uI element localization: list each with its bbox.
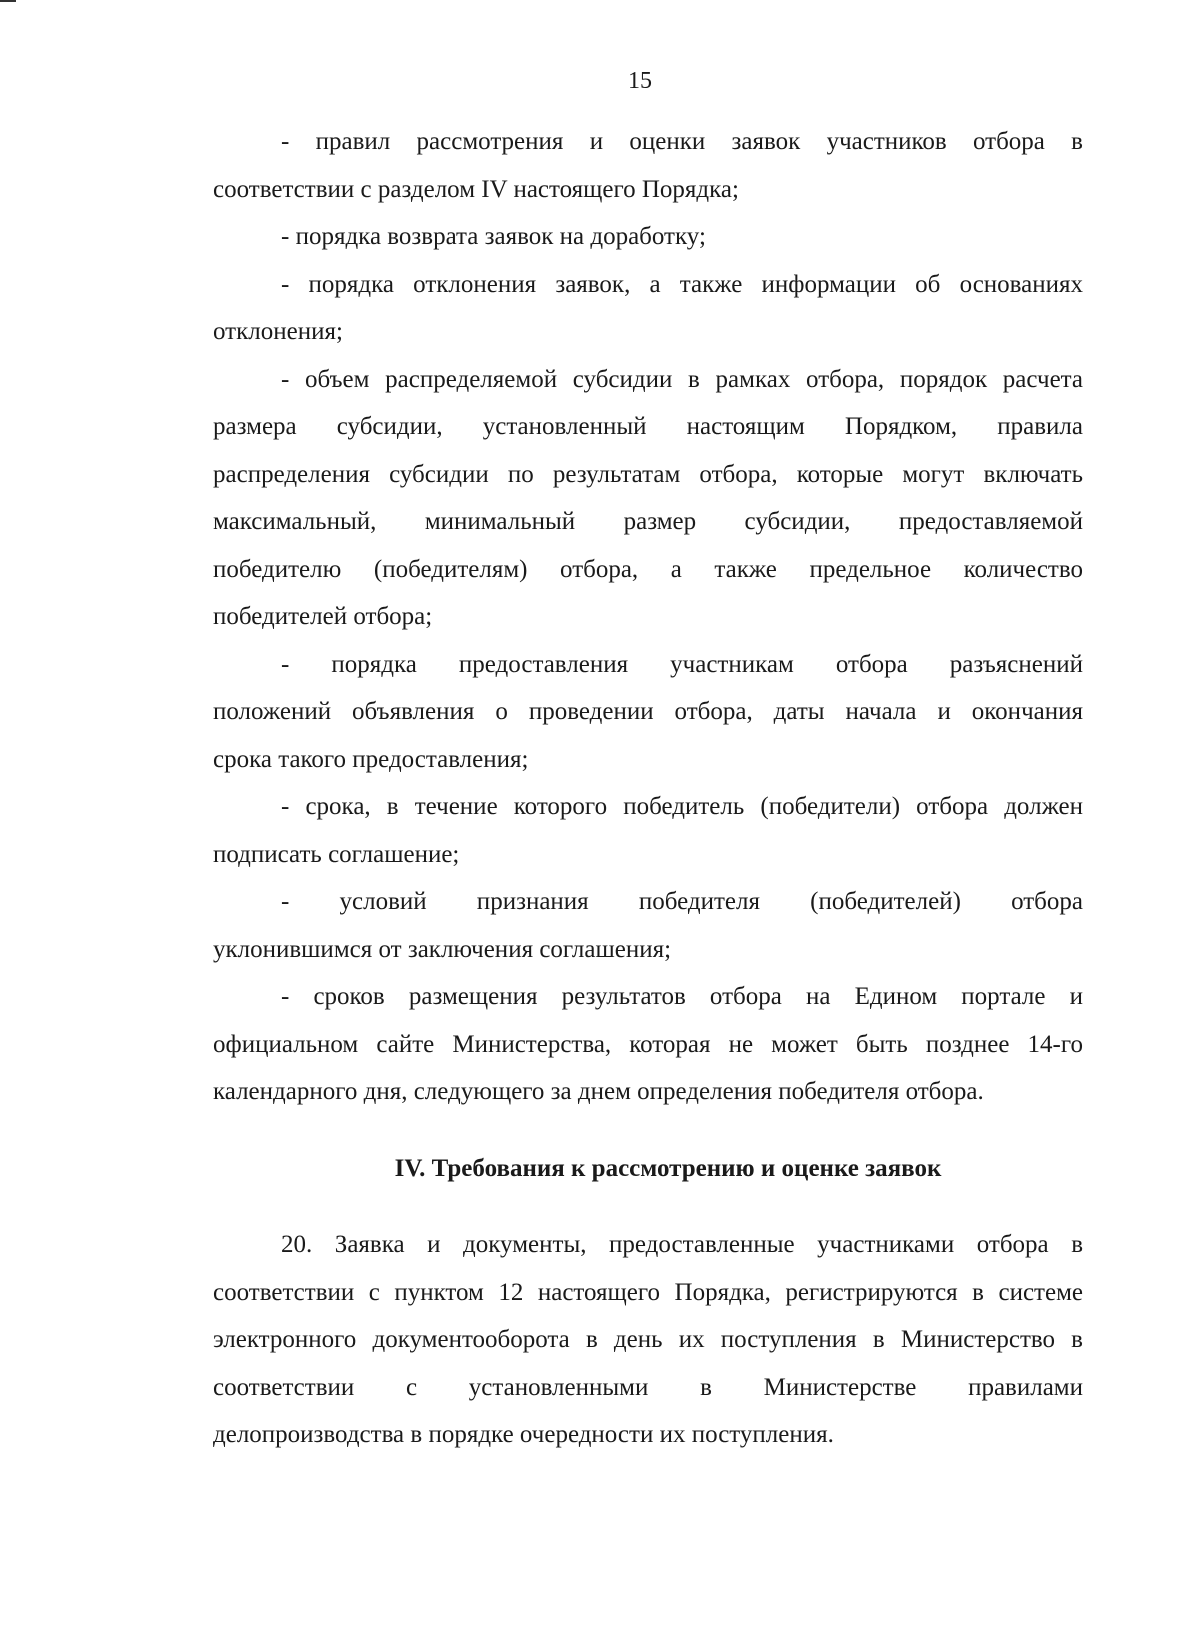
text-line: соответствии с установленными в Министерстве правилами <box>213 1373 1083 1401</box>
page-number: 15 <box>628 68 652 94</box>
paragraph <box>213 356 1083 641</box>
text-line: - порядка предоставления участникам отбора разъяснений <box>281 650 1083 678</box>
text-line: подписать соглашение; <box>213 840 460 868</box>
paragraph <box>213 213 1083 261</box>
text-line: максимальный, минимальный размер субсидии, предоставляемой <box>213 508 1083 535</box>
text-line: официальном сайте Министерства, которая не может быть позднее 14-го <box>213 1030 1083 1058</box>
text-line: размера субсидии, установленный настоящим Порядком, правила <box>213 413 1083 440</box>
scan-corner-mark <box>0 0 16 2</box>
section-paragraphs <box>213 1221 1083 1459</box>
body-paragraphs <box>213 118 1083 1116</box>
text-line: - условий признания победителя (победителей) отбора <box>281 888 1083 915</box>
text-line: соответствии с разделом IV настоящего Порядка; <box>213 175 739 203</box>
text-line: срока такого предоставления; <box>213 745 529 773</box>
text-line: - порядка возврата заявок на доработку; <box>281 223 706 250</box>
text-line: победителю (победителям) отбора, а также предельное количество <box>213 555 1083 583</box>
paragraph <box>213 973 1083 1116</box>
text-line: победителей отбора; <box>213 603 433 630</box>
paragraph <box>213 261 1083 356</box>
text-line: - правил рассмотрения и оценки заявок участников отбора в <box>281 128 1083 155</box>
text-line: делопроизводства в порядке очередности их поступления. <box>213 1421 834 1448</box>
text-line: распределения субсидии по результатам отбора, которые могут включать <box>213 460 1083 488</box>
text-line: уклонившимся от заключения соглашения; <box>213 935 672 963</box>
page-content <box>213 118 1083 1459</box>
text-line: электронного документооборота в день их поступления в Министерство в <box>213 1326 1083 1353</box>
paragraph <box>213 783 1083 878</box>
text-line: - объем распределяемой субсидии в рамках отбора, порядок расчета <box>281 365 1083 393</box>
text-line: 20. Заявка и документы, предоставленные участниками отбора в <box>281 1231 1083 1258</box>
text-line: отклонения; <box>213 318 343 345</box>
section-heading: IV. Требования к рассмотрению и оценке заявок <box>394 1154 942 1182</box>
text-line: календарного дня, следующего за днем определения победителя отбора. <box>213 1078 984 1105</box>
paragraph <box>213 1221 1083 1459</box>
text-line: соответствии с пунктом 12 настоящего Порядка, регистрируются в системе <box>213 1278 1083 1306</box>
text-line: - сроков размещения результатов отбора на Едином портале и <box>281 983 1083 1010</box>
text-line: положений объявления о проведении отбора, даты начала и окончания <box>213 698 1083 725</box>
text-line: - срока, в течение которого победитель (победители) отбора должен <box>281 793 1083 820</box>
paragraph <box>213 118 1083 213</box>
text-line: - порядка отклонения заявок, а также информации об основаниях <box>281 270 1083 298</box>
paragraph <box>213 641 1083 784</box>
paragraph <box>213 878 1083 973</box>
